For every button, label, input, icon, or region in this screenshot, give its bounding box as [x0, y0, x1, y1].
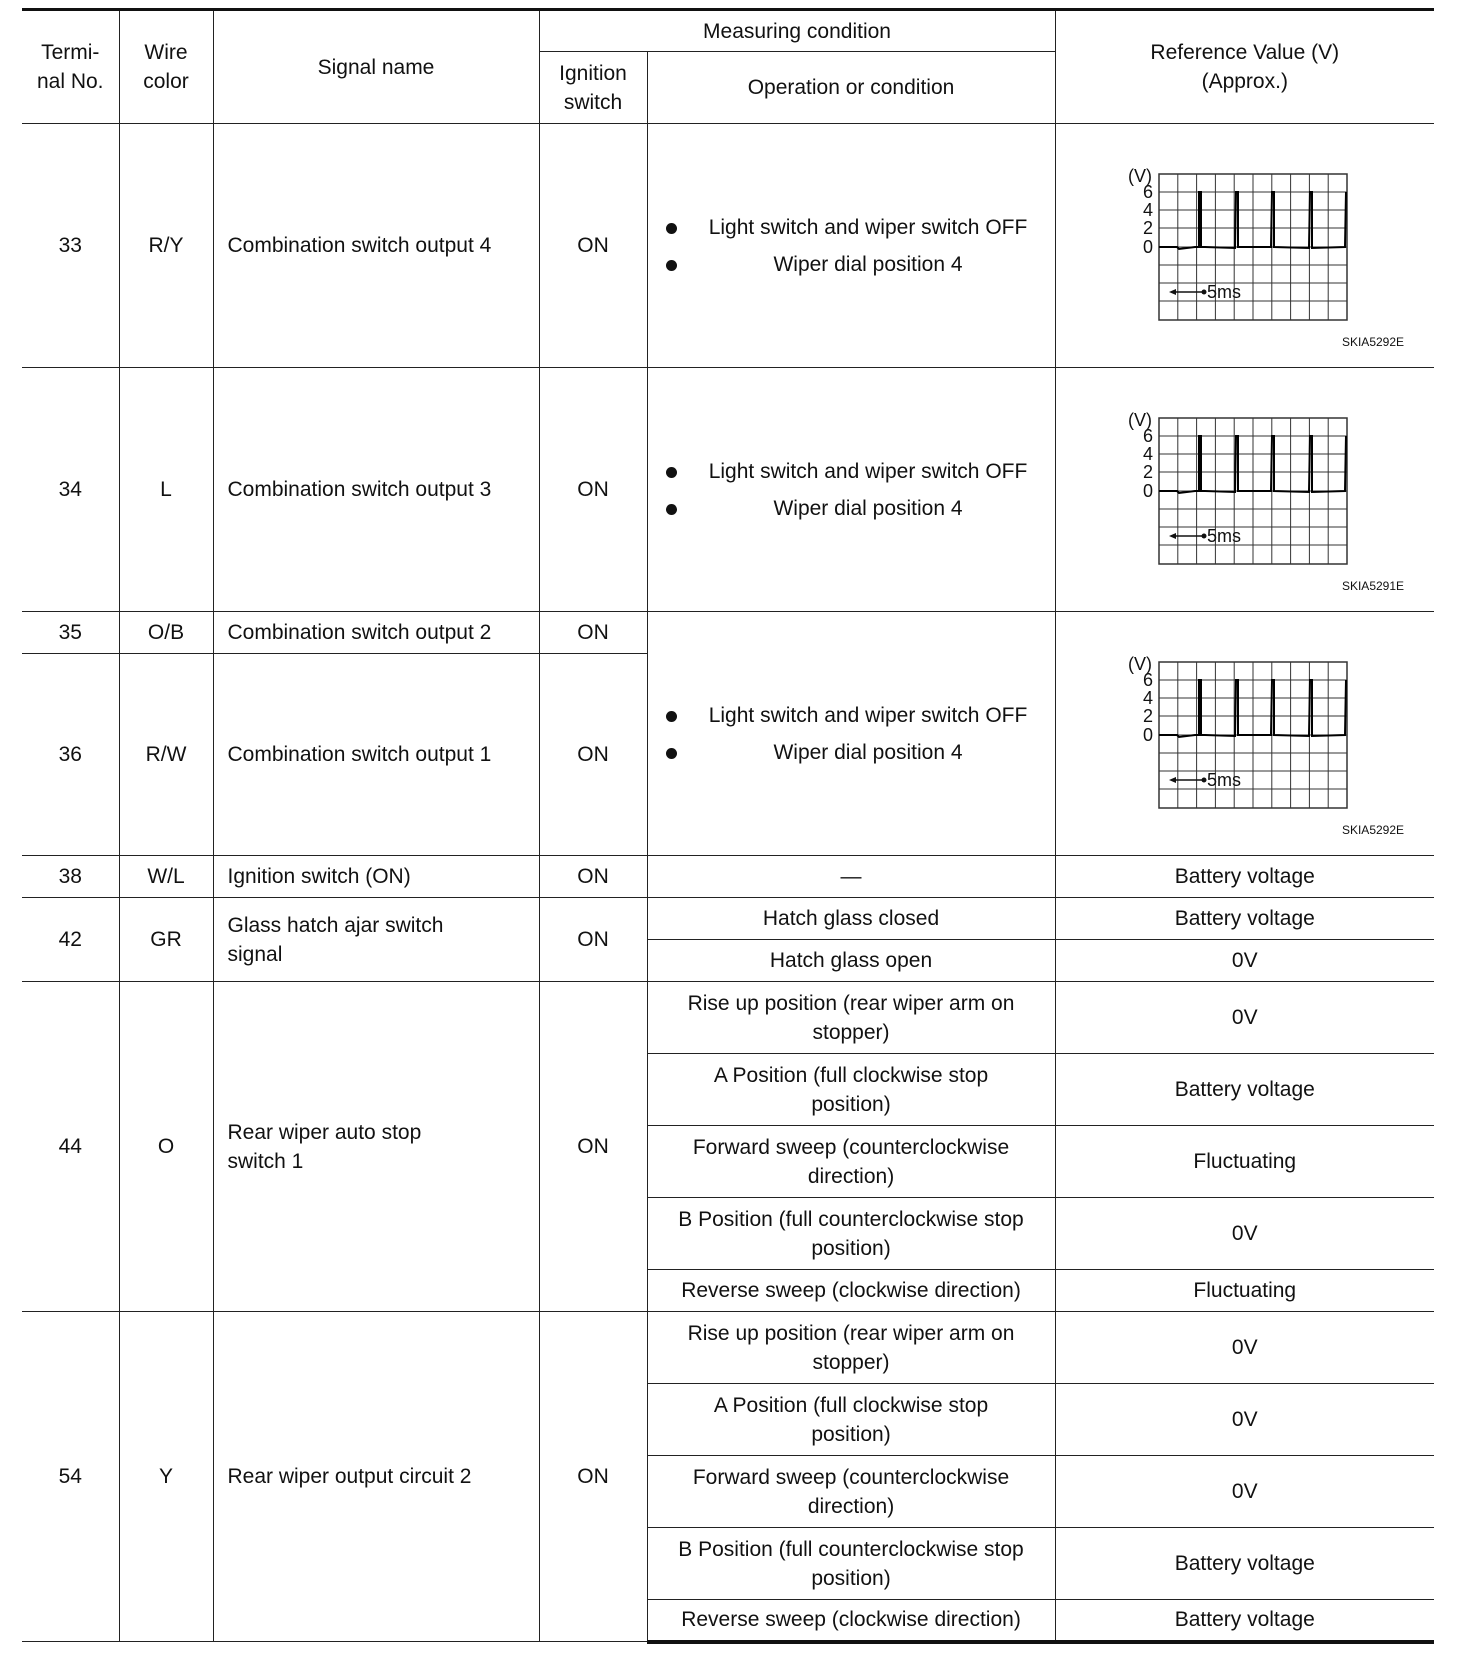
- waveform-time-label: 5ms: [1206, 769, 1241, 790]
- wire-color: R/W: [119, 654, 213, 856]
- wire-color: R/Y: [119, 124, 213, 368]
- reference-value: Battery voltage: [1055, 856, 1434, 898]
- oscilloscope-waveform: [1125, 410, 1365, 570]
- condition-bullet: Light switch and wiper switch OFF: [664, 213, 1049, 242]
- figure-code: SKIA5292E: [1341, 335, 1405, 349]
- reference-value: 0V: [1055, 1312, 1434, 1384]
- signal-name: Rear wiper auto stop switch 1: [213, 982, 539, 1312]
- operation-condition: Forward sweep (counterclockwise direction): [647, 1456, 1055, 1528]
- waveform-tick: 6: [1142, 181, 1153, 202]
- reference-value: Fluctuating: [1055, 1270, 1434, 1312]
- ignition-state: ON: [539, 612, 647, 654]
- operation-condition: [647, 612, 1055, 856]
- waveform-tick: 2: [1142, 217, 1153, 238]
- reference-waveform-cell: [1055, 612, 1434, 856]
- header-signal-name: Signal name: [213, 10, 539, 124]
- waveform-tick: 4: [1142, 687, 1153, 708]
- header-terminal-no: Termi- nal No.: [22, 10, 119, 124]
- operation-condition: [647, 368, 1055, 612]
- waveform-unit-label: (V): [1127, 165, 1152, 186]
- wire-color: L: [119, 368, 213, 612]
- signal-name: Combination switch output 3: [213, 368, 539, 612]
- signal-name: Combination switch output 2: [213, 612, 539, 654]
- wire-color: O/B: [119, 612, 213, 654]
- waveform-tick: 0: [1142, 724, 1153, 745]
- operation-condition: B Position (full counterclockwise stop position): [647, 1198, 1055, 1270]
- table-row: [22, 898, 1434, 940]
- reference-value: 0V: [1055, 982, 1434, 1054]
- terminal-no: 44: [22, 982, 119, 1312]
- wire-color: O: [119, 982, 213, 1312]
- operation-condition: [647, 124, 1055, 368]
- ignition-state: ON: [539, 1312, 647, 1642]
- terminal-no: 33: [22, 124, 119, 368]
- wire-color: Y: [119, 1312, 213, 1642]
- condition-bullet: Light switch and wiper switch OFF: [664, 701, 1049, 730]
- waveform-tick: 4: [1142, 199, 1153, 220]
- wire-color: W/L: [119, 856, 213, 898]
- reference-value: Battery voltage: [1055, 1054, 1434, 1126]
- table-row: [22, 368, 1434, 612]
- header-measuring-condition: Measuring condition: [539, 10, 1055, 52]
- ignition-state: ON: [539, 124, 647, 368]
- table-row: [22, 856, 1434, 898]
- terminal-no: 34: [22, 368, 119, 612]
- oscilloscope-waveform: [1125, 166, 1365, 326]
- reference-waveform-cell: [1055, 124, 1434, 368]
- reference-value: 0V: [1055, 940, 1434, 982]
- table-row: [22, 1312, 1434, 1384]
- condition-bullet: Wiper dial position 4: [664, 738, 1049, 767]
- waveform-tick: 4: [1142, 443, 1153, 464]
- operation-condition: —: [647, 856, 1055, 898]
- signal-name: Combination switch output 4: [213, 124, 539, 368]
- waveform-unit-label: (V): [1127, 653, 1152, 674]
- table-header-row: [22, 10, 1434, 52]
- reference-value: Battery voltage: [1055, 1600, 1434, 1642]
- signal-name: Glass hatch ajar switch signal: [213, 898, 539, 982]
- signal-name: Ignition switch (ON): [213, 856, 539, 898]
- header-wire-color: Wire color: [119, 10, 213, 124]
- reference-value: Battery voltage: [1055, 898, 1434, 940]
- waveform-tick: 6: [1142, 669, 1153, 690]
- operation-condition: Hatch glass closed: [647, 898, 1055, 940]
- header-reference-value: Reference Value (V) (Approx.): [1055, 10, 1434, 124]
- reference-value: Battery voltage: [1055, 1528, 1434, 1600]
- figure-code: SKIA5292E: [1341, 823, 1405, 837]
- table-row: [22, 612, 1434, 654]
- table-row: [22, 124, 1434, 368]
- signal-name: Combination switch output 1: [213, 654, 539, 856]
- ignition-state: ON: [539, 368, 647, 612]
- reference-value: Fluctuating: [1055, 1126, 1434, 1198]
- terminal-no: 38: [22, 856, 119, 898]
- figure-code: SKIA5291E: [1341, 579, 1405, 593]
- terminal-no: 54: [22, 1312, 119, 1642]
- ignition-state: ON: [539, 982, 647, 1312]
- waveform-time-label: 5ms: [1206, 281, 1241, 302]
- condition-bullet: Wiper dial position 4: [664, 494, 1049, 523]
- reference-waveform-cell: [1055, 368, 1434, 612]
- operation-condition: A Position (full clockwise stop position): [647, 1384, 1055, 1456]
- waveform-tick: 6: [1142, 425, 1153, 446]
- operation-condition: Rise up position (rear wiper arm on stopper): [647, 1312, 1055, 1384]
- waveform-tick: 2: [1142, 461, 1153, 482]
- waveform-tick: 2: [1142, 705, 1153, 726]
- wire-color: GR: [119, 898, 213, 982]
- reference-value: 0V: [1055, 1198, 1434, 1270]
- header-ignition-switch: Ignition switch: [539, 52, 647, 124]
- condition-bullet: Wiper dial position 4: [664, 250, 1049, 279]
- header-operation-condition: Operation or condition: [647, 52, 1055, 124]
- ignition-state: ON: [539, 898, 647, 982]
- terminal-no: 36: [22, 654, 119, 856]
- operation-condition: Reverse sweep (clockwise direction): [647, 1270, 1055, 1312]
- waveform-time-label: 5ms: [1206, 525, 1241, 546]
- operation-condition: B Position (full counterclockwise stop position): [647, 1528, 1055, 1600]
- terminal-reference-table: [22, 8, 1434, 1644]
- ignition-state: ON: [539, 856, 647, 898]
- waveform-tick: 0: [1142, 480, 1153, 501]
- operation-condition: Reverse sweep (clockwise direction): [647, 1600, 1055, 1642]
- operation-condition: A Position (full clockwise stop position): [647, 1054, 1055, 1126]
- waveform-tick: 0: [1142, 236, 1153, 257]
- oscilloscope-waveform: [1125, 654, 1365, 814]
- condition-bullet: Light switch and wiper switch OFF: [664, 457, 1049, 486]
- reference-value: 0V: [1055, 1456, 1434, 1528]
- operation-condition: Rise up position (rear wiper arm on stopper): [647, 982, 1055, 1054]
- signal-name: Rear wiper output circuit 2: [213, 1312, 539, 1642]
- terminal-no: 42: [22, 898, 119, 982]
- ignition-state: ON: [539, 654, 647, 856]
- operation-condition: Hatch glass open: [647, 940, 1055, 982]
- table-row: [22, 982, 1434, 1054]
- operation-condition: Forward sweep (counterclockwise direction): [647, 1126, 1055, 1198]
- reference-value: 0V: [1055, 1384, 1434, 1456]
- waveform-unit-label: (V): [1127, 409, 1152, 430]
- terminal-no: 35: [22, 612, 119, 654]
